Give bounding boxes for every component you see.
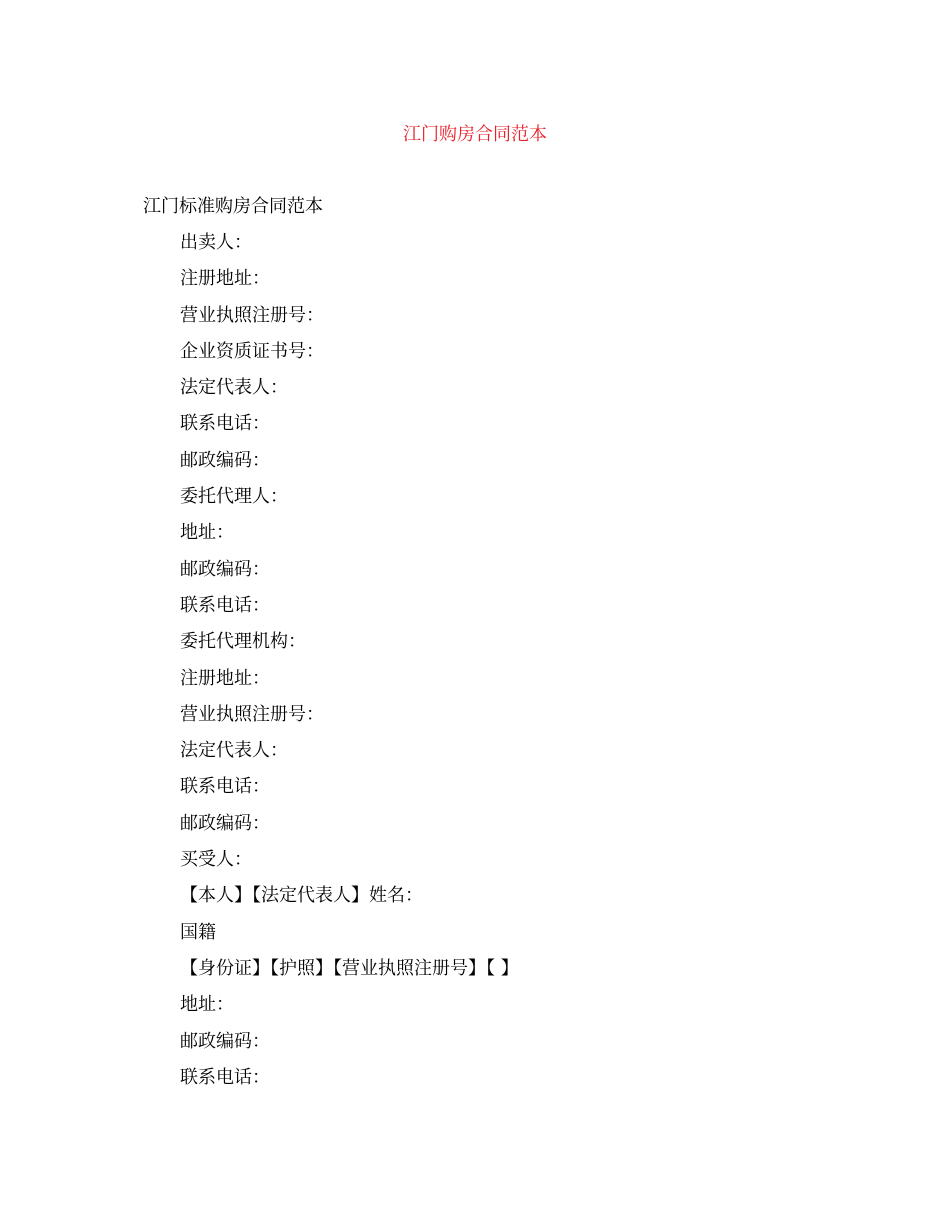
field-buyer-id-type: 【身份证】【护照】【营业执照注册号】【 】 — [180, 957, 519, 979]
field-seller: 出卖人： — [180, 232, 252, 253]
field-buyer: 买受人： — [180, 849, 252, 871]
document-title: 江门购房合同范本 — [403, 124, 547, 145]
field-agent-contact-phone: 联系电话： — [180, 594, 270, 616]
field-registered-address: 注册地址： — [180, 268, 270, 290]
field-agency: 委托代理机构： — [180, 631, 306, 653]
field-authorized-agent: 委托代理人： — [180, 486, 288, 508]
field-business-license-number: 营业执照注册号： — [180, 304, 324, 326]
field-buyer-address: 地址： — [180, 994, 234, 1016]
field-buyer-postal-code: 邮政编码： — [180, 1030, 270, 1052]
field-agency-registered-address: 注册地址： — [180, 667, 270, 689]
field-agency-contact-phone: 联系电话： — [180, 776, 270, 798]
contract-field-list — [180, 231, 519, 1102]
field-agency-postal-code: 邮政编码： — [180, 812, 270, 834]
field-contact-phone: 联系电话： — [180, 413, 270, 435]
field-agent-address: 地址： — [180, 522, 234, 544]
field-postal-code: 邮政编码： — [180, 449, 270, 471]
field-legal-representative: 法定代表人： — [180, 377, 288, 399]
field-buyer-name: 【本人】【法定代表人】姓名： — [180, 885, 423, 907]
field-buyer-nationality: 国籍 — [180, 921, 216, 943]
field-agency-legal-representative: 法定代表人： — [180, 740, 288, 762]
contract-heading: 江门标准购房合同范本 — [143, 196, 323, 217]
field-agent-postal-code: 邮政编码： — [180, 558, 270, 580]
field-buyer-contact-phone: 联系电话： — [180, 1066, 270, 1088]
field-qualification-certificate-number: 企业资质证书号： — [180, 340, 324, 362]
field-agency-license-number: 营业执照注册号： — [180, 703, 324, 725]
